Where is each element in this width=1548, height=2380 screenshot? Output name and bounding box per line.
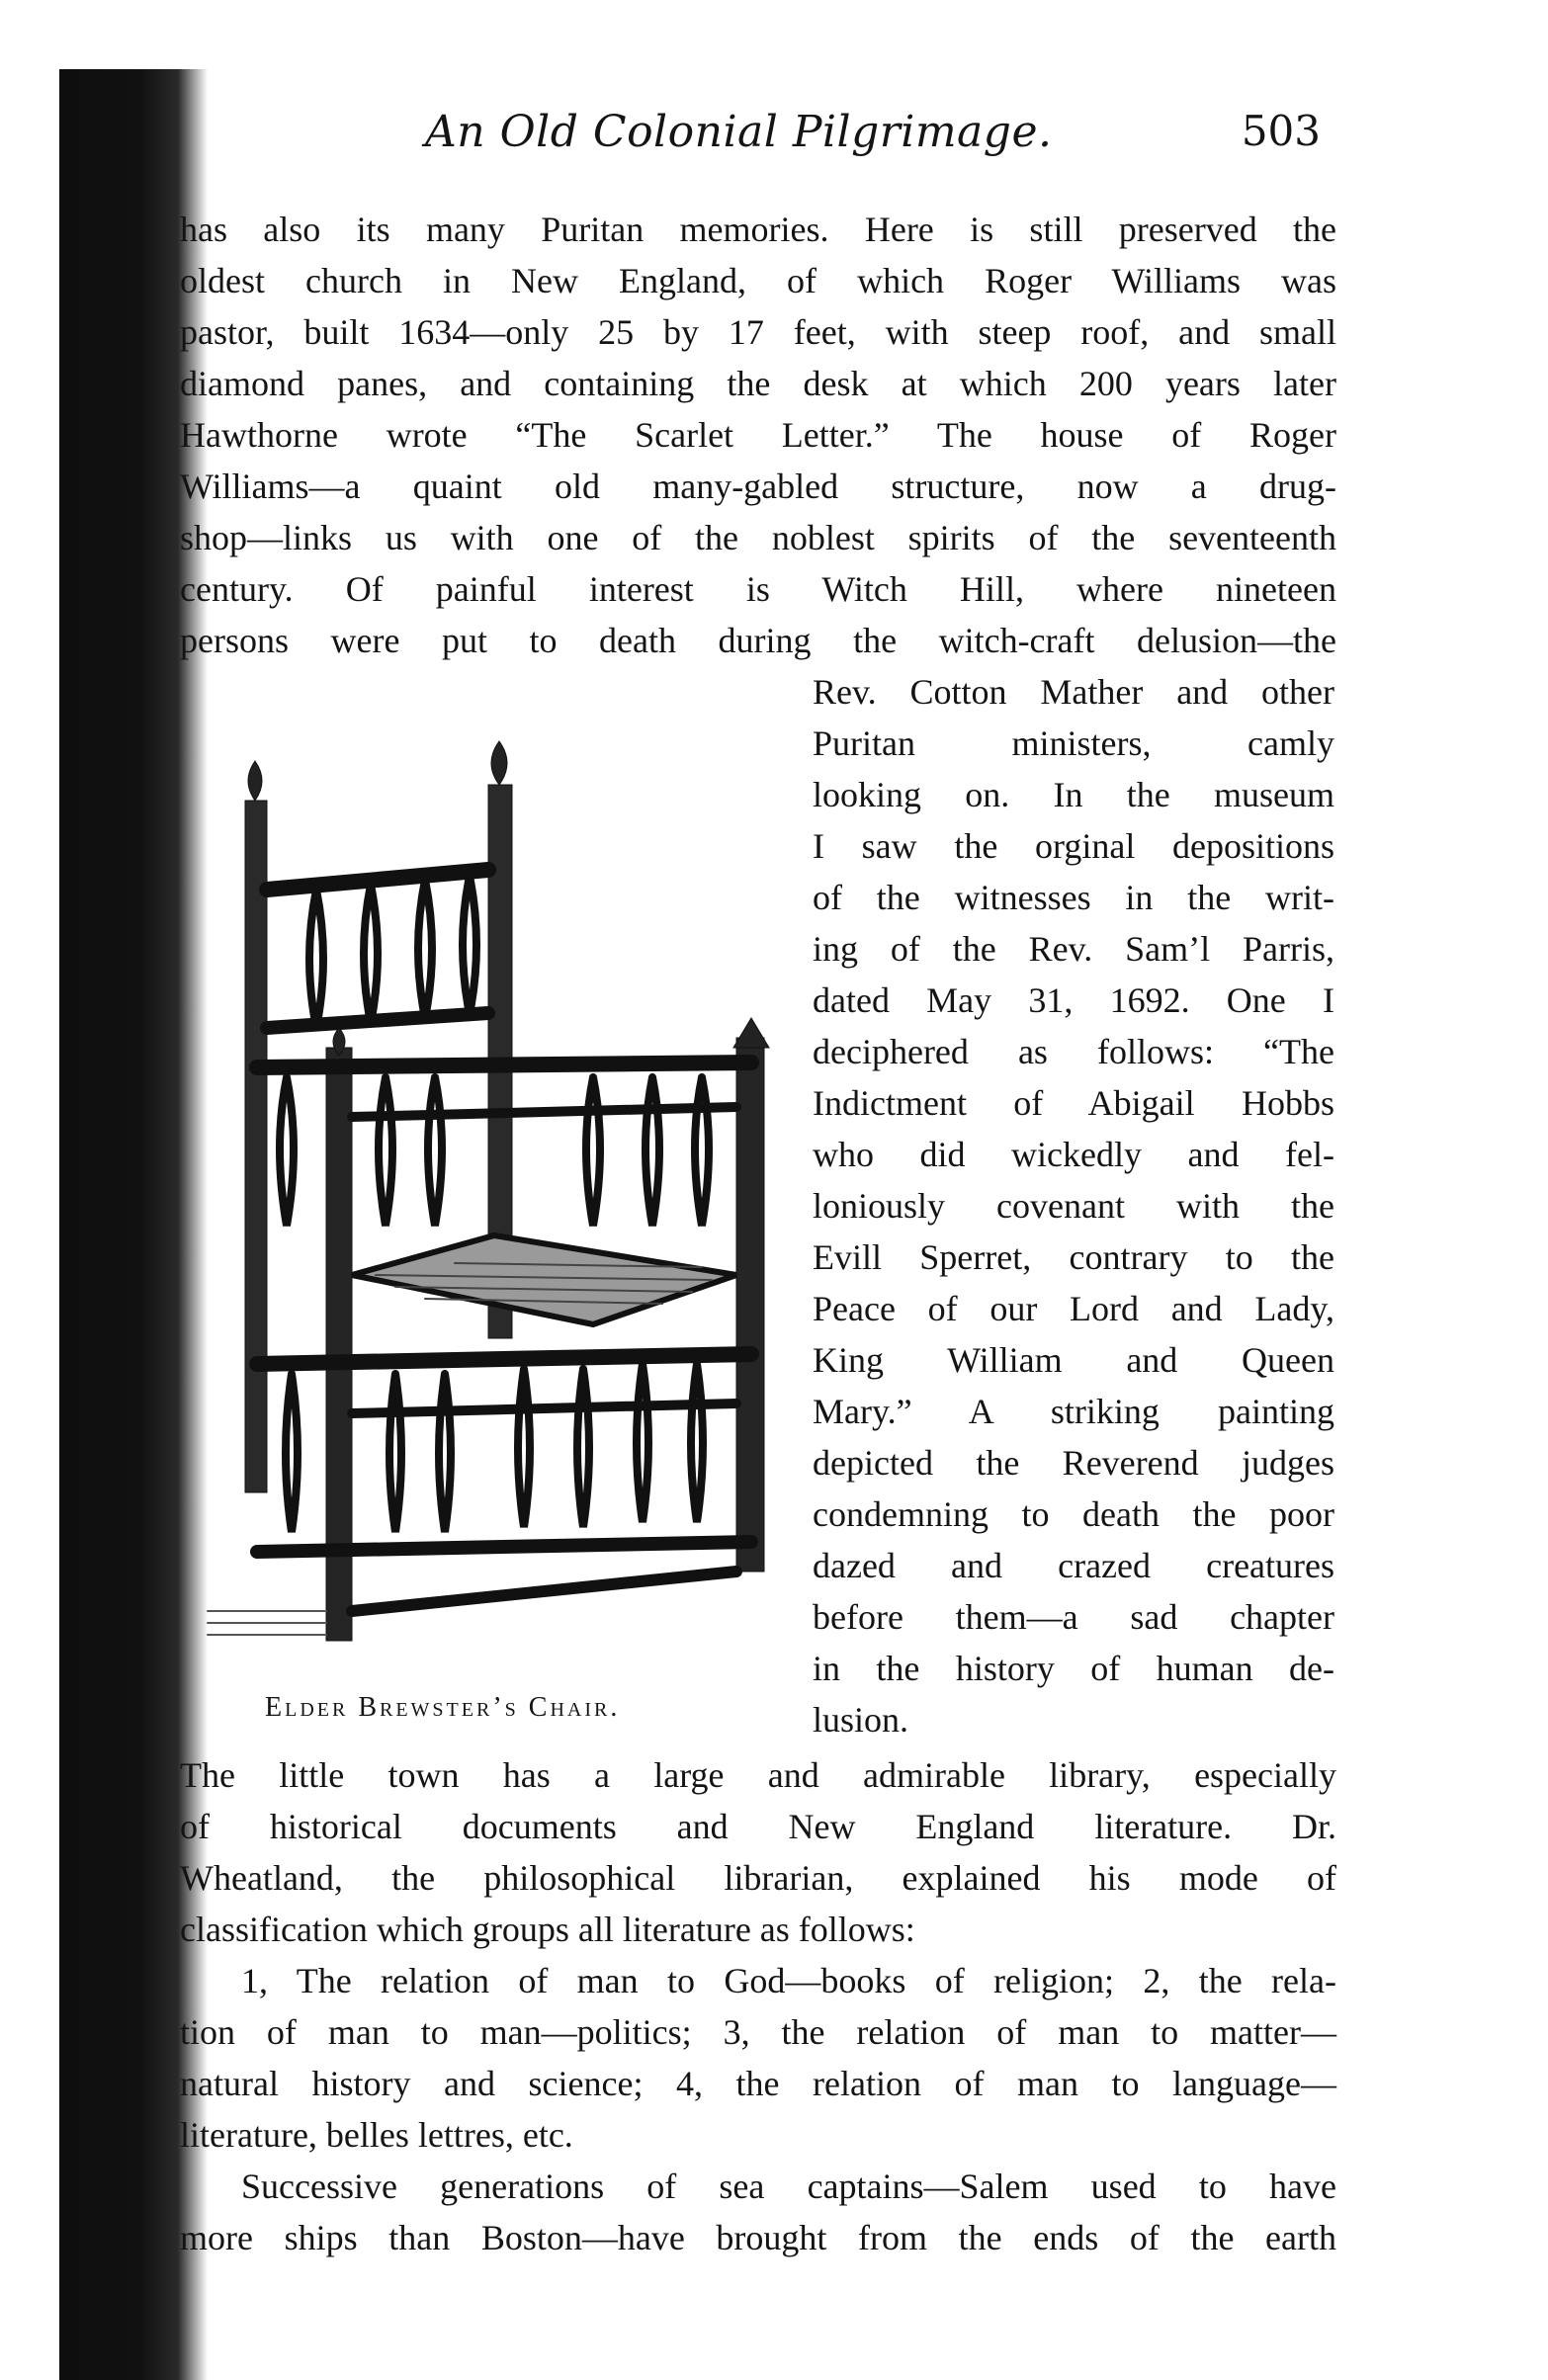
body-line: has also its many Puritan memories. Here is still preserved the — [180, 210, 1336, 249]
body-line: Hawthorne wrote “The Scarlet Letter.” The house of Roger — [180, 415, 1336, 455]
side-line: Evill Sperret, contrary to the — [813, 1237, 1334, 1277]
side-line: Rev. Cotton Mather and other — [813, 672, 1334, 712]
page-number: 503 — [1241, 107, 1321, 155]
side-line: King William and Queen — [813, 1340, 1334, 1380]
body-line: pastor, built 1634—only 25 by 17 feet, with steep roof, and small — [180, 312, 1336, 352]
figure-caption: Elder Brewster’s Chair. — [265, 1692, 621, 1723]
side-line: lusion. — [813, 1700, 909, 1740]
side-line: Peace of our Lord and Lady, — [813, 1289, 1334, 1328]
body-line: oldest church in New England, of which Roger Williams was — [180, 261, 1336, 300]
body-line: Wheatland, the philosophical librarian, explained his mode of — [180, 1858, 1336, 1898]
body-line: natural history and science; 4, the relation of man to language— — [180, 2064, 1336, 2103]
side-line: in the history of human de- — [813, 1649, 1334, 1688]
side-line: who did wickedly and fel- — [813, 1135, 1334, 1174]
body-line: more ships than Boston—have brought from the ends of the earth — [180, 2218, 1336, 2257]
side-line: Mary.” A striking painting — [813, 1392, 1334, 1431]
elder-brewster-chair-illustration — [198, 722, 811, 1660]
side-line: Puritan ministers, camly — [813, 723, 1334, 763]
side-line: dated May 31, 1692. One I — [813, 980, 1334, 1020]
side-line: I saw the orginal depositions — [813, 826, 1334, 866]
side-line: ing of the Rev. Sam’l Parris, — [813, 929, 1334, 969]
running-title: An Old Colonial Pilgrimage. — [425, 107, 1053, 157]
body-line: literature, belles lettres, etc. — [180, 2115, 573, 2155]
body-line: of historical documents and New England literature. Dr. — [180, 1807, 1336, 1846]
side-line: Indictment of Abigail Hobbs — [813, 1083, 1334, 1123]
body-line: The little town has a large and admirable library, especially — [180, 1755, 1336, 1795]
body-line: Successive generations of sea captains—Salem used to have — [241, 2167, 1336, 2206]
side-line: dazed and crazed creatures — [813, 1546, 1334, 1585]
side-line: deciphered as follows: “The — [813, 1032, 1334, 1071]
body-line: classification which groups all literature as follows: — [180, 1910, 915, 1949]
page-header — [425, 107, 1334, 176]
body-line: persons were put to death during the witch-craft delusion—the — [180, 621, 1336, 660]
body-line: tion of man to man—politics; 3, the relation of man to matter— — [180, 2012, 1336, 2052]
body-line: Williams—a quaint old many-gabled structure, now a drug- — [180, 467, 1336, 506]
side-line: condemning to death the poor — [813, 1494, 1334, 1534]
body-line: shop—links us with one of the noblest spirits of the seventeenth — [180, 518, 1336, 557]
body-line: century. Of painful interest is Witch Hill, where nineteen — [180, 569, 1336, 609]
body-line: diamond panes, and containing the desk at which 200 years later — [180, 364, 1336, 403]
side-line: of the witnesses in the writ- — [813, 878, 1334, 917]
side-line: depicted the Reverend judges — [813, 1443, 1334, 1483]
side-line: looking on. In the museum — [813, 775, 1334, 814]
body-line: 1, The relation of man to God—books of religion; 2, the rela- — [241, 1961, 1336, 2000]
side-line: loniously covenant with the — [813, 1186, 1334, 1226]
side-line: before them—a sad chapter — [813, 1597, 1334, 1637]
